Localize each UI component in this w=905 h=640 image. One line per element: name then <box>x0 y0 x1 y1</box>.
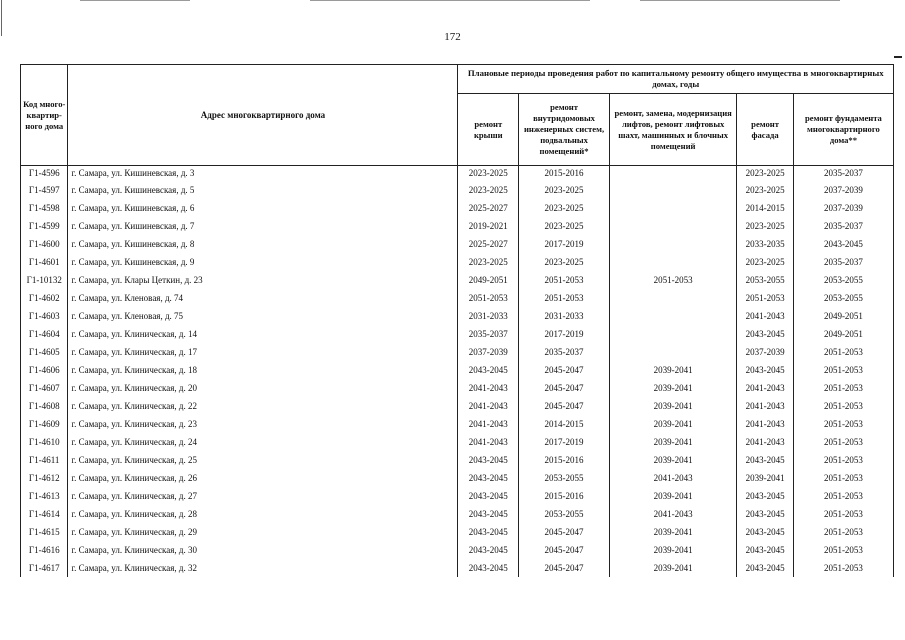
cell-roof: 2041-2043 <box>458 397 519 415</box>
cell-roof: 2023-2025 <box>458 166 519 182</box>
cell-roof: 2041-2043 <box>458 433 519 451</box>
cell-roof: 2043-2045 <box>458 469 519 487</box>
cell-code: Г1-4616 <box>21 541 68 559</box>
cell-code: Г1-4608 <box>21 397 68 415</box>
cell-code: Г1-4598 <box>21 199 68 217</box>
cell-systems: 2045-2047 <box>519 559 610 577</box>
table-row <box>21 487 894 505</box>
cell-address: г. Самара, ул. Клиническая, д. 32 <box>68 559 458 577</box>
cell-roof: 2031-2033 <box>458 307 519 325</box>
cell-address: г. Самара, ул. Кишиневская, д. 3 <box>68 166 458 182</box>
cell-systems: 2017-2019 <box>519 433 610 451</box>
cell-systems: 2045-2047 <box>519 523 610 541</box>
cell-roof: 2035-2037 <box>458 325 519 343</box>
cell-elevators: 2039-2041 <box>610 397 737 415</box>
table-row <box>21 451 894 469</box>
cell-foundation: 2049-2051 <box>793 307 893 325</box>
cell-foundation: 2051-2053 <box>793 397 893 415</box>
cell-elevators: 2039-2041 <box>610 379 737 397</box>
cell-roof: 2043-2045 <box>458 541 519 559</box>
header-elevators: ремонт, замена, модернизация лифтов, ремонт лифтовых шахт, машинных и блочных помещений <box>610 94 737 166</box>
cell-facade: 2014-2015 <box>737 199 794 217</box>
scan-top-line <box>640 0 840 1</box>
cell-address: г. Самара, ул. Клары Цеткин, д. 23 <box>68 271 458 289</box>
cell-roof: 2043-2045 <box>458 451 519 469</box>
cell-elevators <box>610 343 737 361</box>
cell-facade: 2041-2043 <box>737 397 794 415</box>
cell-systems: 2045-2047 <box>519 541 610 559</box>
table-row <box>21 505 894 523</box>
repair-schedule-table <box>20 64 894 577</box>
cell-elevators: 2039-2041 <box>610 487 737 505</box>
cell-address: г. Самара, ул. Кленовая, д. 74 <box>68 289 458 307</box>
cell-systems: 2045-2047 <box>519 397 610 415</box>
cell-foundation: 2051-2053 <box>793 541 893 559</box>
cell-address: г. Самара, ул. Клиническая, д. 24 <box>68 433 458 451</box>
cell-systems: 2014-2015 <box>519 415 610 433</box>
cell-facade: 2033-2035 <box>737 235 794 253</box>
cell-foundation: 2051-2053 <box>793 451 893 469</box>
cell-facade: 2037-2039 <box>737 343 794 361</box>
cell-foundation: 2053-2055 <box>793 271 893 289</box>
cell-code: Г1-4610 <box>21 433 68 451</box>
table-row <box>21 325 894 343</box>
cell-code: Г1-4617 <box>21 559 68 577</box>
cell-address: г. Самара, ул. Клиническая, д. 17 <box>68 343 458 361</box>
scan-top-line <box>80 0 190 1</box>
cell-facade: 2041-2043 <box>737 379 794 397</box>
cell-systems: 2051-2053 <box>519 271 610 289</box>
cell-address: г. Самара, ул. Клиническая, д. 29 <box>68 523 458 541</box>
cell-facade: 2043-2045 <box>737 541 794 559</box>
table-row <box>21 559 894 577</box>
cell-facade: 2023-2025 <box>737 217 794 235</box>
cell-address: г. Самара, ул. Клиническая, д. 25 <box>68 451 458 469</box>
cell-code: Г1-4615 <box>21 523 68 541</box>
cell-address: г. Самара, ул. Клиническая, д. 20 <box>68 379 458 397</box>
cell-code: Г1-4603 <box>21 307 68 325</box>
cell-elevators <box>610 289 737 307</box>
cell-elevators <box>610 166 737 182</box>
table-row <box>21 541 894 559</box>
cell-facade: 2043-2045 <box>737 325 794 343</box>
cell-foundation: 2051-2053 <box>793 469 893 487</box>
cell-foundation: 2037-2039 <box>793 181 893 199</box>
cell-systems: 2045-2047 <box>519 379 610 397</box>
cell-foundation: 2051-2053 <box>793 559 893 577</box>
header-roof: ремонт крыши <box>458 94 519 166</box>
cell-roof: 2023-2025 <box>458 181 519 199</box>
cell-facade: 2023-2025 <box>737 253 794 271</box>
cell-code: Г1-4602 <box>21 289 68 307</box>
cell-address: г. Самара, ул. Кишиневская, д. 6 <box>68 199 458 217</box>
cell-systems: 2017-2019 <box>519 235 610 253</box>
cell-elevators <box>610 181 737 199</box>
cell-roof: 2049-2051 <box>458 271 519 289</box>
table-row <box>21 253 894 271</box>
table-row <box>21 235 894 253</box>
page-number: 172 <box>444 31 461 43</box>
cell-facade: 2043-2045 <box>737 559 794 577</box>
table-row <box>21 166 894 182</box>
cell-systems: 2045-2047 <box>519 361 610 379</box>
header-foundation: ремонт фундамента многоквартирного дома** <box>793 94 893 166</box>
cell-facade: 2043-2045 <box>737 451 794 469</box>
table-row <box>21 361 894 379</box>
table-row <box>21 343 894 361</box>
cell-foundation: 2043-2045 <box>793 235 893 253</box>
table-row <box>21 523 894 541</box>
cell-elevators: 2039-2041 <box>610 361 737 379</box>
cell-systems: 2053-2055 <box>519 469 610 487</box>
cell-systems: 2053-2055 <box>519 505 610 523</box>
header-address: Адрес многоквартирного дома <box>68 65 458 166</box>
cell-foundation: 2035-2037 <box>793 166 893 182</box>
cell-systems: 2023-2025 <box>519 217 610 235</box>
cell-roof: 2043-2045 <box>458 523 519 541</box>
cell-foundation: 2051-2053 <box>793 361 893 379</box>
cell-code: Г1-4614 <box>21 505 68 523</box>
table-row <box>21 289 894 307</box>
table-row <box>21 469 894 487</box>
header-systems: ремонт внутридомовых инженерных систем, подвальных помещений* <box>519 94 610 166</box>
cell-address: г. Самара, ул. Кишиневская, д. 5 <box>68 181 458 199</box>
cell-roof: 2025-2027 <box>458 199 519 217</box>
cell-facade: 2043-2045 <box>737 505 794 523</box>
cell-facade: 2053-2055 <box>737 271 794 289</box>
header-periods-group: Плановые периоды проведения работ по капитальному ремонту общего имущества в многоквартирных домах, годы <box>458 65 894 94</box>
cell-facade: 2043-2045 <box>737 487 794 505</box>
cell-facade: 2043-2045 <box>737 361 794 379</box>
cell-elevators <box>610 325 737 343</box>
cell-code: Г1-10132 <box>21 271 68 289</box>
table-row <box>21 307 894 325</box>
cell-address: г. Самара, ул. Клиническая, д. 14 <box>68 325 458 343</box>
table-row <box>21 397 894 415</box>
cell-code: Г1-4612 <box>21 469 68 487</box>
cell-foundation: 2051-2053 <box>793 487 893 505</box>
cell-elevators <box>610 217 737 235</box>
cell-facade: 2041-2043 <box>737 433 794 451</box>
cell-address: г. Самара, ул. Клиническая, д. 22 <box>68 397 458 415</box>
cell-foundation: 2051-2053 <box>793 433 893 451</box>
cell-address: г. Самара, ул. Клиническая, д. 18 <box>68 361 458 379</box>
cell-roof: 2041-2043 <box>458 379 519 397</box>
cell-systems: 2017-2019 <box>519 325 610 343</box>
cell-roof: 2051-2053 <box>458 289 519 307</box>
cell-foundation: 2053-2055 <box>793 289 893 307</box>
cell-foundation: 2035-2037 <box>793 217 893 235</box>
cell-code: Г1-4601 <box>21 253 68 271</box>
cell-systems: 2023-2025 <box>519 199 610 217</box>
cell-foundation: 2037-2039 <box>793 199 893 217</box>
cell-systems: 2015-2016 <box>519 451 610 469</box>
cell-code: Г1-4607 <box>21 379 68 397</box>
cell-elevators: 2039-2041 <box>610 451 737 469</box>
table-row <box>21 217 894 235</box>
cell-elevators: 2039-2041 <box>610 541 737 559</box>
cell-facade: 2043-2045 <box>737 523 794 541</box>
header-code: Код много-квартир-ного дома <box>21 65 68 166</box>
cell-elevators <box>610 235 737 253</box>
cell-foundation: 2049-2051 <box>793 325 893 343</box>
cell-code: Г1-4596 <box>21 166 68 182</box>
cell-roof: 2043-2045 <box>458 559 519 577</box>
table-row <box>21 433 894 451</box>
cell-facade: 2023-2025 <box>737 181 794 199</box>
cell-roof: 2043-2045 <box>458 505 519 523</box>
cell-elevators: 2051-2053 <box>610 271 737 289</box>
cell-code: Г1-4605 <box>21 343 68 361</box>
cell-elevators: 2041-2043 <box>610 469 737 487</box>
cell-code: Г1-4600 <box>21 235 68 253</box>
cell-elevators: 2039-2041 <box>610 433 737 451</box>
scan-side-mark <box>894 56 902 58</box>
cell-foundation: 2035-2037 <box>793 253 893 271</box>
cell-code: Г1-4597 <box>21 181 68 199</box>
cell-systems: 2015-2016 <box>519 166 610 182</box>
table-body <box>21 166 894 578</box>
cell-elevators: 2039-2041 <box>610 523 737 541</box>
cell-roof: 2043-2045 <box>458 487 519 505</box>
cell-address: г. Самара, ул. Кишиневская, д. 8 <box>68 235 458 253</box>
table-row <box>21 271 894 289</box>
cell-address: г. Самара, ул. Клиническая, д. 28 <box>68 505 458 523</box>
cell-facade: 2039-2041 <box>737 469 794 487</box>
cell-systems: 2035-2037 <box>519 343 610 361</box>
cell-address: г. Самара, ул. Клиническая, д. 30 <box>68 541 458 559</box>
cell-foundation: 2051-2053 <box>793 415 893 433</box>
cell-systems: 2023-2025 <box>519 253 610 271</box>
cell-code: Г1-4613 <box>21 487 68 505</box>
cell-address: г. Самара, ул. Клиническая, д. 26 <box>68 469 458 487</box>
cell-code: Г1-4609 <box>21 415 68 433</box>
cell-roof: 2037-2039 <box>458 343 519 361</box>
cell-elevators <box>610 199 737 217</box>
cell-systems: 2015-2016 <box>519 487 610 505</box>
cell-code: Г1-4604 <box>21 325 68 343</box>
cell-roof: 2025-2027 <box>458 235 519 253</box>
cell-systems: 2031-2033 <box>519 307 610 325</box>
cell-facade: 2041-2043 <box>737 307 794 325</box>
cell-roof: 2023-2025 <box>458 253 519 271</box>
cell-facade: 2051-2053 <box>737 289 794 307</box>
cell-foundation: 2051-2053 <box>793 505 893 523</box>
cell-elevators: 2041-2043 <box>610 505 737 523</box>
cell-address: г. Самара, ул. Кишиневская, д. 9 <box>68 253 458 271</box>
cell-foundation: 2051-2053 <box>793 379 893 397</box>
cell-systems: 2051-2053 <box>519 289 610 307</box>
cell-roof: 2019-2021 <box>458 217 519 235</box>
cell-code: Г1-4611 <box>21 451 68 469</box>
cell-foundation: 2051-2053 <box>793 343 893 361</box>
cell-elevators: 2039-2041 <box>610 415 737 433</box>
cell-roof: 2043-2045 <box>458 361 519 379</box>
cell-elevators: 2039-2041 <box>610 559 737 577</box>
cell-code: Г1-4606 <box>21 361 68 379</box>
table-row <box>21 181 894 199</box>
header-facade: ремонт фасада <box>737 94 794 166</box>
scan-top-line <box>310 0 590 1</box>
cell-address: г. Самара, ул. Клиническая, д. 23 <box>68 415 458 433</box>
cell-systems: 2023-2025 <box>519 181 610 199</box>
table-row <box>21 199 894 217</box>
cell-facade: 2041-2043 <box>737 415 794 433</box>
cell-address: г. Самара, ул. Кишиневская, д. 7 <box>68 217 458 235</box>
cell-elevators <box>610 253 737 271</box>
cell-facade: 2023-2025 <box>737 166 794 182</box>
table-row <box>21 379 894 397</box>
cell-code: Г1-4599 <box>21 217 68 235</box>
cell-address: г. Самара, ул. Кленовая, д. 75 <box>68 307 458 325</box>
cell-elevators <box>610 307 737 325</box>
table-row <box>21 415 894 433</box>
cell-address: г. Самара, ул. Клиническая, д. 27 <box>68 487 458 505</box>
cell-foundation: 2051-2053 <box>793 523 893 541</box>
cell-roof: 2041-2043 <box>458 415 519 433</box>
